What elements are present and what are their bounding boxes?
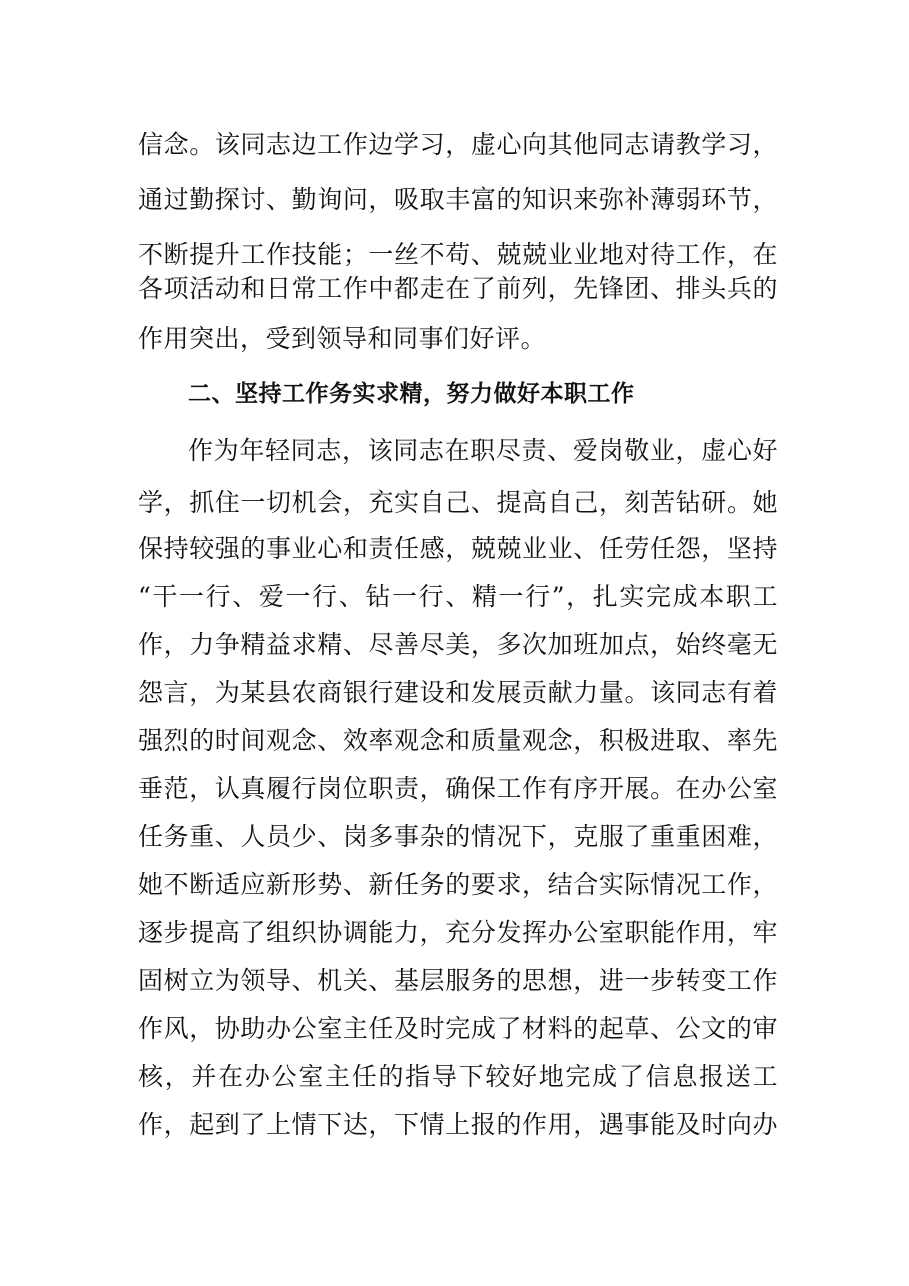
paragraph-line: 作为年轻同志，该同志在职尽责、爱岗敬业，虚心好 — [188, 436, 778, 465]
paragraph-line: 不断提升工作技能；一丝不苟、兢兢业业地对待工作，在 — [138, 240, 778, 269]
paragraph-line: 逐步提高了组织协调能力，充分发挥办公室职能作用，牢 — [138, 918, 778, 947]
paragraph-line: 保持较强的事业心和责任感，兢兢业业、任劳任怨，坚持 — [138, 534, 778, 563]
paragraph-line: 信念。该同志边工作边学习，虚心向其他同志请教学习， — [138, 130, 778, 159]
paragraph-line: 作，力争精益求精、尽善尽美，多次加班加点，始终毫无 — [138, 630, 778, 659]
paragraph-line: 任务重、人员少、岗多事杂的情况下，克服了重重困难， — [138, 822, 778, 851]
paragraph-line: 怨言，为某县农商银行建设和发展贡献力量。该同志有着 — [138, 678, 778, 707]
paragraph-line: 作，起到了上情下达，下情上报的作用，遇事能及时向办 — [138, 1110, 778, 1139]
paragraph-line: 强烈的时间观念、效率观念和质量观念，积极进取、率先 — [138, 726, 778, 755]
paragraph-line: 垂范，认真履行岗位职责，确保工作有序开展。在办公室 — [138, 774, 778, 803]
paragraph-line: 核，并在办公室主任的指导下较好地完成了信息报送工 — [138, 1062, 778, 1091]
paragraph-line: “干一行、爱一行、钻一行、精一行”，扎实完成本职工 — [138, 582, 778, 611]
paragraph-line: 各项活动和日常工作中都走在了前列，先锋团、排头兵的 — [138, 274, 778, 303]
paragraph-line: 学，抓住一切机会，充实自己、提高自己，刻苦钻研。她 — [138, 488, 778, 517]
paragraph-line: 她不断适应新形势、新任务的要求，结合实际情况工作， — [138, 870, 778, 899]
section-heading: 二、坚持工作务实求精，努力做好本职工作 — [188, 381, 635, 407]
paragraph-line: 作用突出，受到领导和同事们好评。 — [138, 324, 547, 353]
paragraph-line: 作风，协助办公室主任及时完成了材料的起草、公文的审 — [138, 1014, 778, 1043]
paragraph-line: 固树立为领导、机关、基层服务的思想，进一步转变工作 — [138, 966, 778, 995]
paragraph-line: 通过勤探讨、勤询问，吸取丰富的知识来弥补薄弱环节， — [138, 185, 778, 214]
